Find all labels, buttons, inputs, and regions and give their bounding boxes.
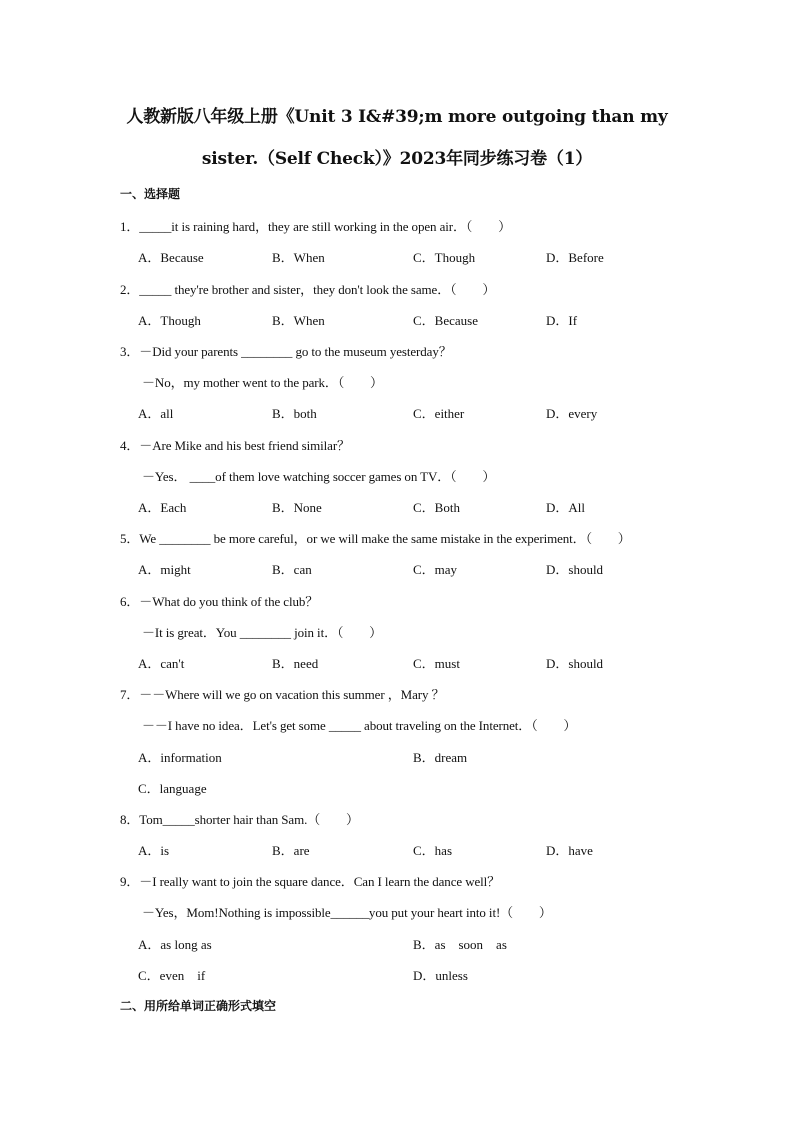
section-heading-fill-in: 二、用所给单词正确形式填空	[120, 999, 277, 1013]
question-4-stem: 4．－Are Mike and his best friend similar？	[120, 438, 350, 453]
question-5-option-b: B．can	[272, 562, 312, 577]
question-9-option-b: B．as soon as	[413, 937, 507, 952]
question-6-option-d: D．should	[546, 656, 604, 671]
question-2-stem: 2．_____ they're brother and sister，they don't look the same．（ ）	[120, 282, 496, 297]
question-6-stem: 6．－What do you think of the club？	[120, 594, 319, 609]
question-3-option-d: D．every	[546, 406, 598, 421]
question-5-stem: 5．We ________ be more careful，or we will make the same mistake in the experiment．（ ）	[120, 531, 631, 546]
question-4-reply: －Yes． ____of them love watching soccer games on TV．（ ）	[142, 469, 496, 484]
question-3-option-c: C．either	[413, 406, 465, 421]
question-3-stem: 3．－Did your parents ________ go to the museum yesterday？	[120, 344, 452, 359]
question-5-option-d: D．should	[546, 562, 604, 577]
question-8-option-b: B．are	[272, 843, 310, 858]
question-2-option-b: B．When	[272, 313, 325, 328]
page-title-line-2: sister.（Self Check）》2023年同步练习卷（1）	[201, 149, 593, 169]
question-7-option-a: A．information	[138, 750, 222, 765]
question-5-option-c: C．may	[413, 562, 458, 577]
question-9-option-d: D．unless	[413, 968, 468, 983]
question-8-stem: 8．Tom_____shorter hair than Sam.（ ）	[120, 812, 359, 827]
question-4-option-a: A．Each	[138, 500, 187, 515]
question-8-option-d: D．have	[546, 843, 593, 858]
question-7-option-c: C．language	[138, 781, 207, 796]
question-3-option-b: B．both	[272, 406, 317, 421]
question-9-option-c: C．even if	[138, 968, 206, 983]
question-2-option-a: A．Though	[138, 313, 201, 328]
question-8-option-a: A．is	[138, 843, 170, 858]
question-8-option-c: C．has	[413, 843, 453, 858]
question-3-reply: －No，my mother went to the park．（ ）	[142, 375, 383, 390]
question-7-reply: －－I have no idea．Let's get some _____ about traveling on the Internet．（ ）	[142, 718, 577, 733]
question-6-option-c: C．must	[413, 656, 460, 671]
question-9-reply: －Yes，Mom!Nothing is impossible______you put your heart into it!（ ）	[142, 905, 552, 920]
question-1-option-c: C．Though	[413, 250, 476, 265]
question-2-option-d: D．If	[546, 313, 578, 328]
question-4-option-d: D．All	[546, 500, 586, 515]
question-6-option-b: B．need	[272, 656, 319, 671]
question-1-stem: 1．_____it is raining hard，they are still working in the open air．（ ）	[120, 219, 511, 234]
question-6-reply: －It is great．You ________ join it．（ ）	[142, 625, 383, 640]
question-7-option-b: B．dream	[413, 750, 468, 765]
question-7-stem: 7．－－Where will we go on vacation this summer ，Mary ？	[120, 687, 445, 702]
question-3-option-a: A．all	[138, 406, 174, 421]
question-5-option-a: A．might	[138, 562, 191, 577]
section-heading-multiple-choice: 一、选择题	[120, 187, 181, 201]
question-1-option-b: B．When	[272, 250, 325, 265]
question-6-option-a: A．can't	[138, 656, 185, 671]
page-title-line-1: 人教新版八年级上册《Unit 3 I&#39;m more outgoing than my	[126, 107, 668, 127]
question-9-stem: 9．－I really want to join the square dance．Can I learn the dance well？	[120, 874, 501, 889]
question-1-option-a: A．Because	[138, 250, 204, 265]
question-2-option-c: C．Because	[413, 313, 478, 328]
question-4-option-c: C．Both	[413, 500, 460, 515]
question-4-option-b: B．None	[272, 500, 322, 515]
question-9-option-a: A．as long as	[138, 937, 212, 952]
question-1-option-d: D．Before	[546, 250, 604, 265]
